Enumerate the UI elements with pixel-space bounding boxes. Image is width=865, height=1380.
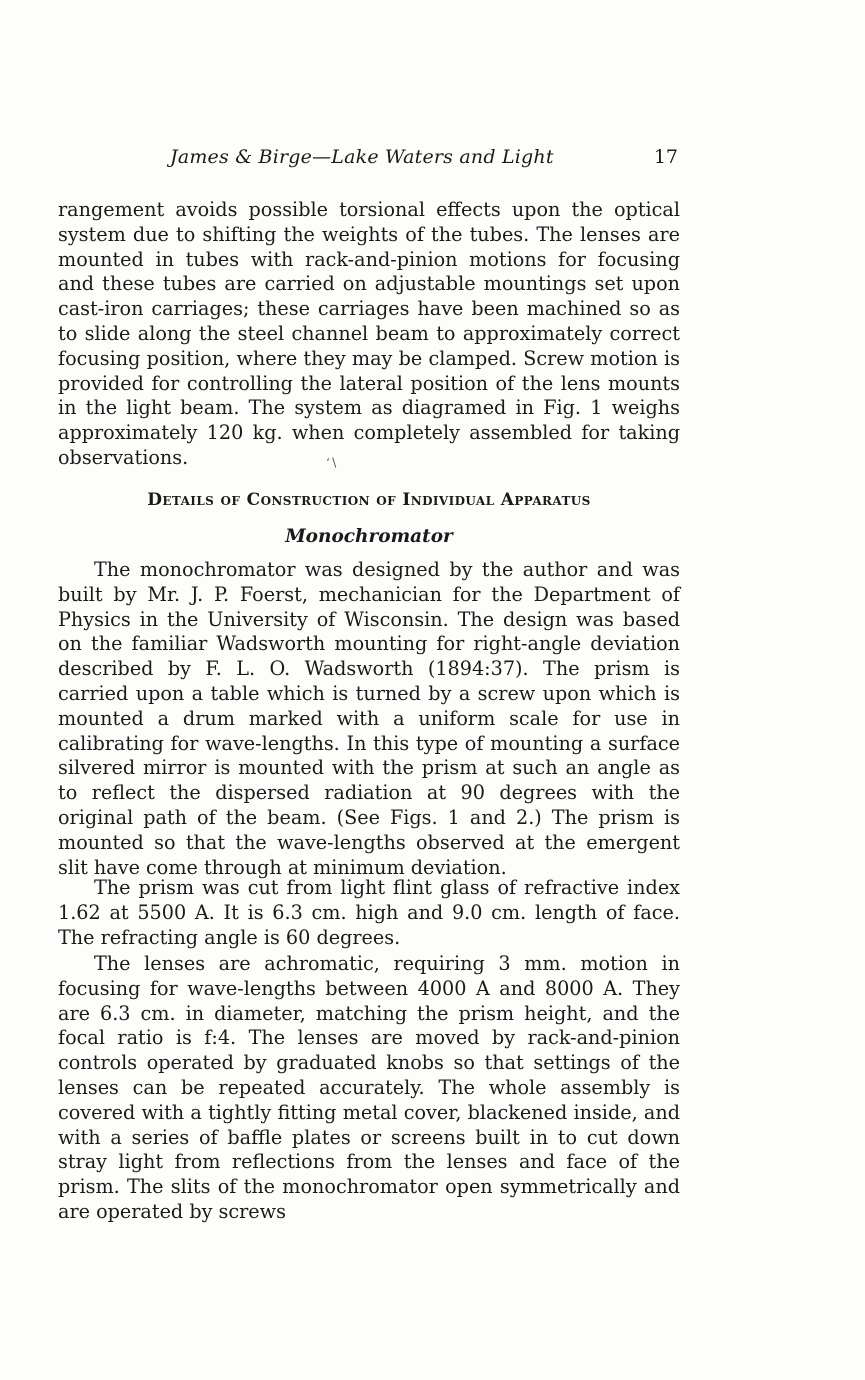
print-speck: ‘∖	[326, 456, 338, 470]
sub-heading: Monochromator	[285, 526, 453, 547]
paragraph-continued: rangement avoids possible torsional effects upon the optical system due to shifting the weights of the tubes. The lenses are mounted in tubes with rack-and-pinion motions for focusing and these tubes are carried on adjustable mountings set upon cast-iron carriages; these carriages have been machined so as to slide along the steel channel beam to approximately correct focusing position, where they may be clamped. Screw motion is provided for controlling the lateral position of the lens mounts in the light beam. The system as diagramed in Fig. 1 weighs approximately 120 kg. when completely assembled for taking observations.	[58, 198, 680, 469]
paragraph-prism: The prism was cut from light flint glass of refractive index 1.62 at 5500 A. It is 6.3 cm. high and 9.0 cm. length of face. The refracting angle is 60 degrees.	[58, 876, 680, 949]
page-number: 17	[653, 146, 678, 168]
running-head	[58, 146, 680, 174]
paragraph-monochromator-design: The monochromator was designed by the author and was built by Mr. J. P. Foerst, mechanician for the Department of Physics in the University of Wisconsin. The design was based on the familiar Wadsworth mounting for right-angle deviation described by F. L. O. Wadsworth (1894:37). The prism is carried upon a table which is turned by a screw upon which is mounted a drum marked with a uniform scale for use in calibrating for wave-lengths. In this type of mounting a surface silvered mirror is mounted with the prism at such an angle as to reflect the dispersed radiation at 90 degrees with the original path of the beam. (See Figs. 1 and 2.) The prism is mounted so that the wave-lengths observed at the emergent slit have come through at minimum deviation.	[58, 558, 680, 879]
running-title: James & Birge—Lake Waters and Light	[170, 146, 554, 168]
paragraph-lenses: The lenses are achromatic, requiring 3 mm. motion in focusing for wave-lengths between 4000 A and 8000 A. They are 6.3 cm. in diameter, matching the prism height, and the focal ratio is f:4. The lenses are moved by rack-and-pinion controls operated by graduated knobs so that settings of the lenses can be repeated accurately. The whole assembly is covered with a tightly fitting metal cover, blackened inside, and with a series of baffle plates or screens built in to cut down stray light from reflections from the lenses and face of the prism. The slits of the monochromator open symmetrically and are operated by screws	[58, 952, 680, 1223]
section-heading: Details of Construction of Individual Apparatus	[147, 490, 591, 510]
